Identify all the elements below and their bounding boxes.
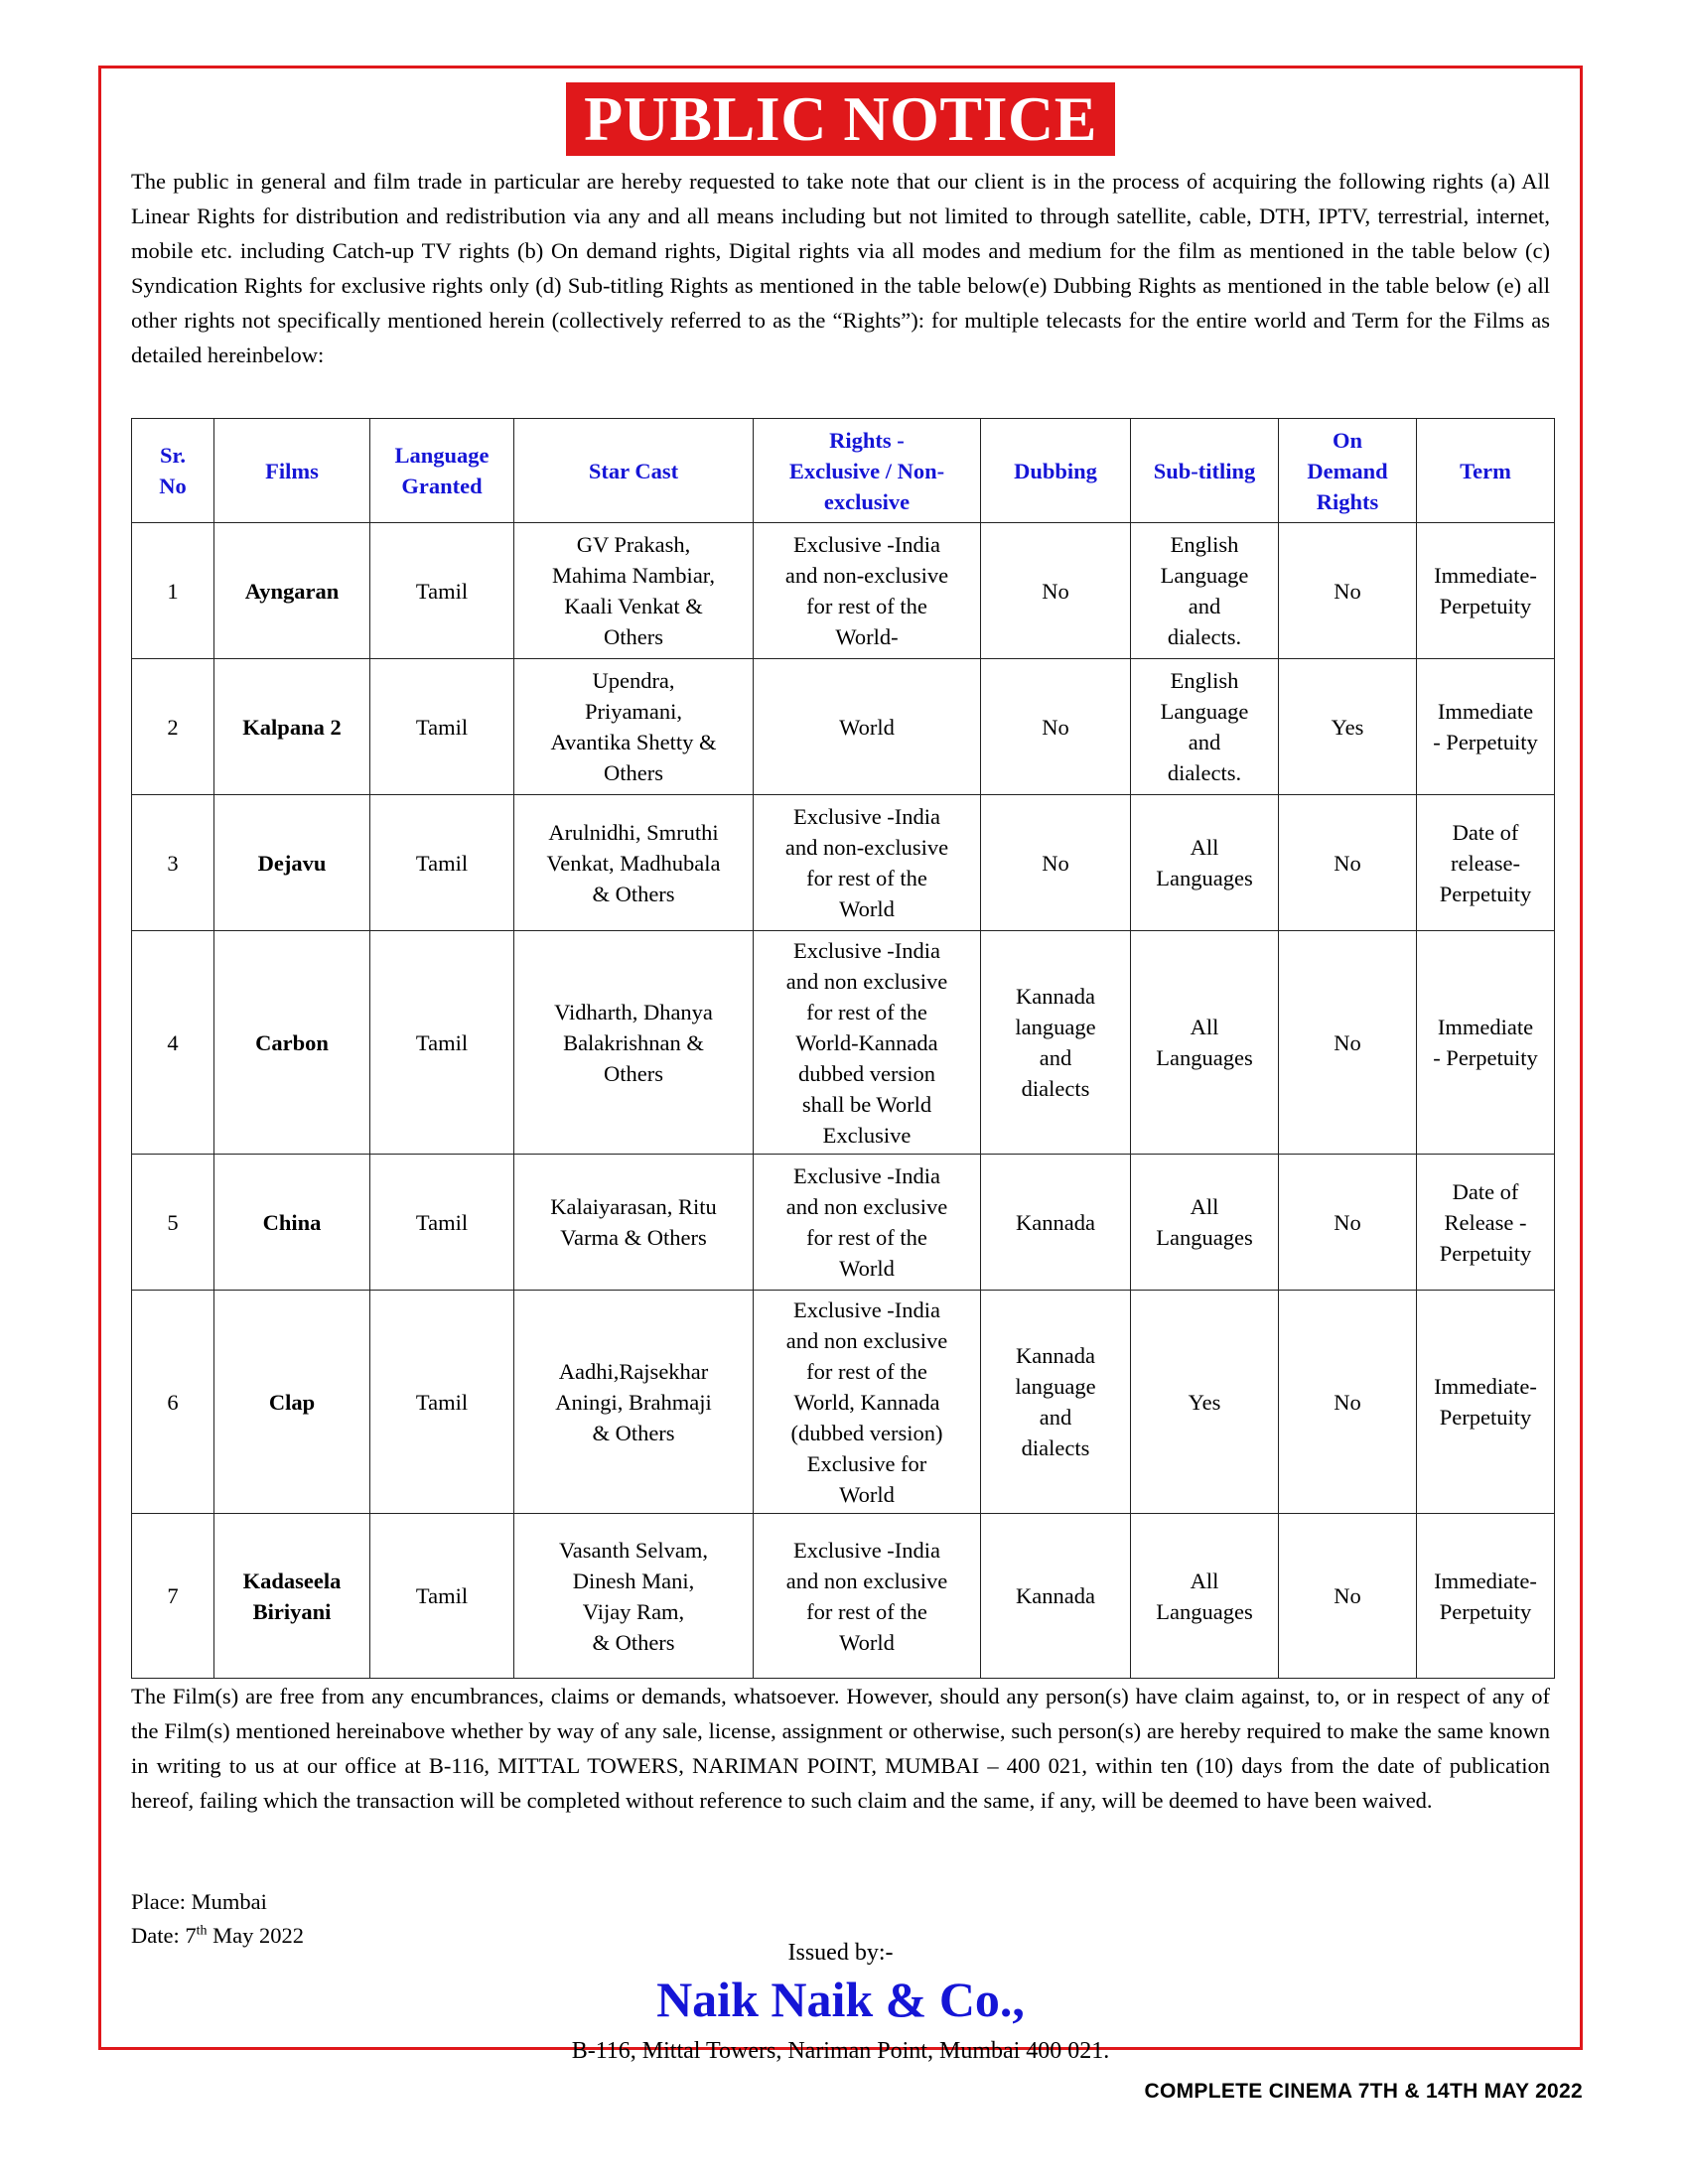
table-cell: Exclusive -India and non exclusive for rest of the World (754, 1514, 981, 1679)
table-cell: All Languages (1131, 1155, 1279, 1291)
table-cell: World (754, 659, 981, 795)
table-cell: GV Prakash, Mahima Nambiar, Kaali Venkat & Others (514, 523, 754, 659)
firm-name: Naik Naik & Co., (656, 1972, 1025, 2027)
table-cell: Exclusive -India and non exclusive for rest of the World, Kannada (dubbed version) Exclusive for World (754, 1291, 981, 1514)
column-header: Sub-titling (1131, 419, 1279, 523)
table-cell: Upendra, Priyamani, Avantika Shetty & Others (514, 659, 754, 795)
column-header: Sr. No (132, 419, 214, 523)
table-row (132, 1155, 1555, 1291)
table-row (132, 931, 1555, 1155)
table-cell: Kannada language and dialects (981, 1291, 1131, 1514)
table-cell: No (1279, 1514, 1417, 1679)
table-cell: No (981, 523, 1131, 659)
date-suffix: May 2022 (207, 1923, 304, 1948)
closing-paragraph: The Film(s) are free from any encumbrances, claims or demands, whatsoever. However, should any person(s) have claim against, to, or in respect of any of the Film(s) mentioned hereinabove whether by way of any sale, license, assignment or otherwise, such person(s) are hereby required to make the same known in writing to us at our office at B-116, MITTAL TOWERS, NARIMAN POINT, MUMBAI – 400 021, within ten (10) days from the date of publication hereof, failing which the transaction will be completed without reference to such claim and the same, if any, will be deemed to have been waived. (131, 1684, 1550, 1813)
table-cell: 3 (132, 795, 214, 931)
table-cell: No (1279, 1291, 1417, 1514)
table-cell: Immediate - Perpetuity (1417, 931, 1555, 1155)
column-header: Language Granted (370, 419, 514, 523)
table-cell: 2 (132, 659, 214, 795)
table-cell: Vidharth, Dhanya Balakrishnan & Others (514, 931, 754, 1155)
table-cell: Kannada language and dialects (981, 931, 1131, 1155)
issued-by-label: Issued by:- (787, 1940, 894, 1966)
film-title-cell: Kalpana 2 (214, 659, 370, 795)
table-row (132, 523, 1555, 659)
table-cell: Aadhi,Rajsekhar Aningi, Brahmaji & Others (514, 1291, 754, 1514)
film-title-cell: Carbon (214, 931, 370, 1155)
table-cell: Tamil (370, 1514, 514, 1679)
table-cell: No (1279, 523, 1417, 659)
column-header: Films (214, 419, 370, 523)
table-cell: Tamil (370, 523, 514, 659)
notice-title: PUBLIC NOTICE (566, 82, 1115, 156)
table-row (132, 1514, 1555, 1679)
column-header: Star Cast (514, 419, 754, 523)
table-cell: No (1279, 931, 1417, 1155)
table-cell: Exclusive -India and non exclusive for rest of the World-Kannada dubbed version shall be World Exclusive (754, 931, 981, 1155)
table-cell: No (981, 659, 1131, 795)
table-cell: No (981, 795, 1131, 931)
table-cell: Vasanth Selvam, Dinesh Mani, Vijay Ram, & Others (514, 1514, 754, 1679)
table-cell: Date of release- Perpetuity (1417, 795, 1555, 931)
table-cell: Yes (1131, 1291, 1279, 1514)
table-cell: Kalaiyarasan, Ritu Varma & Others (514, 1155, 754, 1291)
table-cell: 6 (132, 1291, 214, 1514)
table-row (132, 1291, 1555, 1514)
table-cell: Exclusive -India and non-exclusive for rest of the World (754, 795, 981, 931)
table-cell: All Languages (1131, 1514, 1279, 1679)
table-cell: Immediate - Perpetuity (1417, 659, 1555, 795)
table-cell: Immediate- Perpetuity (1417, 1291, 1555, 1514)
table-cell: 7 (132, 1514, 214, 1679)
intro-paragraph: The public in general and film trade in particular are hereby requested to take note that our client is in the process of acquiring the following rights (a) All Linear Rights for distribution and redistribution via any and all means including but not limited to through satellite, cable, DTH, IPTV, terrestrial, internet, mobile etc. including Catch-up TV rights (b) On demand rights, Digital rights via all modes and medium for the film as mentioned in the table below (c) Syndication Rights for exclusive rights only (d) Sub-titling Rights as mentioned in the table below(e) Dubbing Rights as mentioned in the table below (e) all other rights not specifically mentioned herein (collectively referred to as the “Rights”): for multiple telecasts for the entire world and Term for the Films as detailed hereinbelow: (131, 169, 1550, 367)
table-cell: Date of Release - Perpetuity (1417, 1155, 1555, 1291)
publication-footer: COMPLETE CINEMA 7TH & 14TH MAY 2022 (1144, 2080, 1583, 2103)
column-header: On Demand Rights (1279, 419, 1417, 523)
notice-frame (98, 66, 1583, 2064)
table-cell: Exclusive -India and non exclusive for rest of the World (754, 1155, 981, 1291)
film-title-cell: Ayngaran (214, 523, 370, 659)
column-header: Rights - Exclusive / Non- exclusive (754, 419, 981, 523)
table-cell: Kannada (981, 1155, 1131, 1291)
film-title-cell: Dejavu (214, 795, 370, 931)
table-row (132, 659, 1555, 795)
table-cell: Tamil (370, 659, 514, 795)
table-cell: Tamil (370, 1155, 514, 1291)
table-cell: 1 (132, 523, 214, 659)
rights-table (131, 418, 1555, 1679)
place-line: Place: Mumbai (131, 1889, 267, 1914)
table-row (132, 795, 1555, 931)
film-title-cell: China (214, 1155, 370, 1291)
column-header: Dubbing (981, 419, 1131, 523)
table-header-row (132, 419, 1555, 523)
firm-address: B-116, Mittal Towers, Nariman Point, Mumbai 400 021. (571, 2038, 1110, 2064)
table-cell: English Language and dialects. (1131, 659, 1279, 795)
table-cell: Kannada (981, 1514, 1131, 1679)
film-title-cell: Clap (214, 1291, 370, 1514)
table-cell: 4 (132, 931, 214, 1155)
date-ordinal: th (196, 1923, 208, 1939)
table-cell: Arulnidhi, Smruthi Venkat, Madhubala & Others (514, 795, 754, 931)
table-cell: Tamil (370, 795, 514, 931)
film-title-cell: Kadaseela Biriyani (214, 1514, 370, 1679)
table-cell: Yes (1279, 659, 1417, 795)
table-cell: No (1279, 795, 1417, 931)
table-cell: Exclusive -India and non-exclusive for rest of the World- (754, 523, 981, 659)
table-cell: No (1279, 1155, 1417, 1291)
table-cell: Tamil (370, 1291, 514, 1514)
table-cell: All Languages (1131, 931, 1279, 1155)
date-prefix: Date: 7 (131, 1923, 197, 1948)
column-header: Term (1417, 419, 1555, 523)
table-cell: Immediate- Perpetuity (1417, 523, 1555, 659)
table-cell: English Language and dialects. (1131, 523, 1279, 659)
table-cell: All Languages (1131, 795, 1279, 931)
table-cell: 5 (132, 1155, 214, 1291)
table-cell: Tamil (370, 931, 514, 1155)
table-cell: Immediate- Perpetuity (1417, 1514, 1555, 1679)
